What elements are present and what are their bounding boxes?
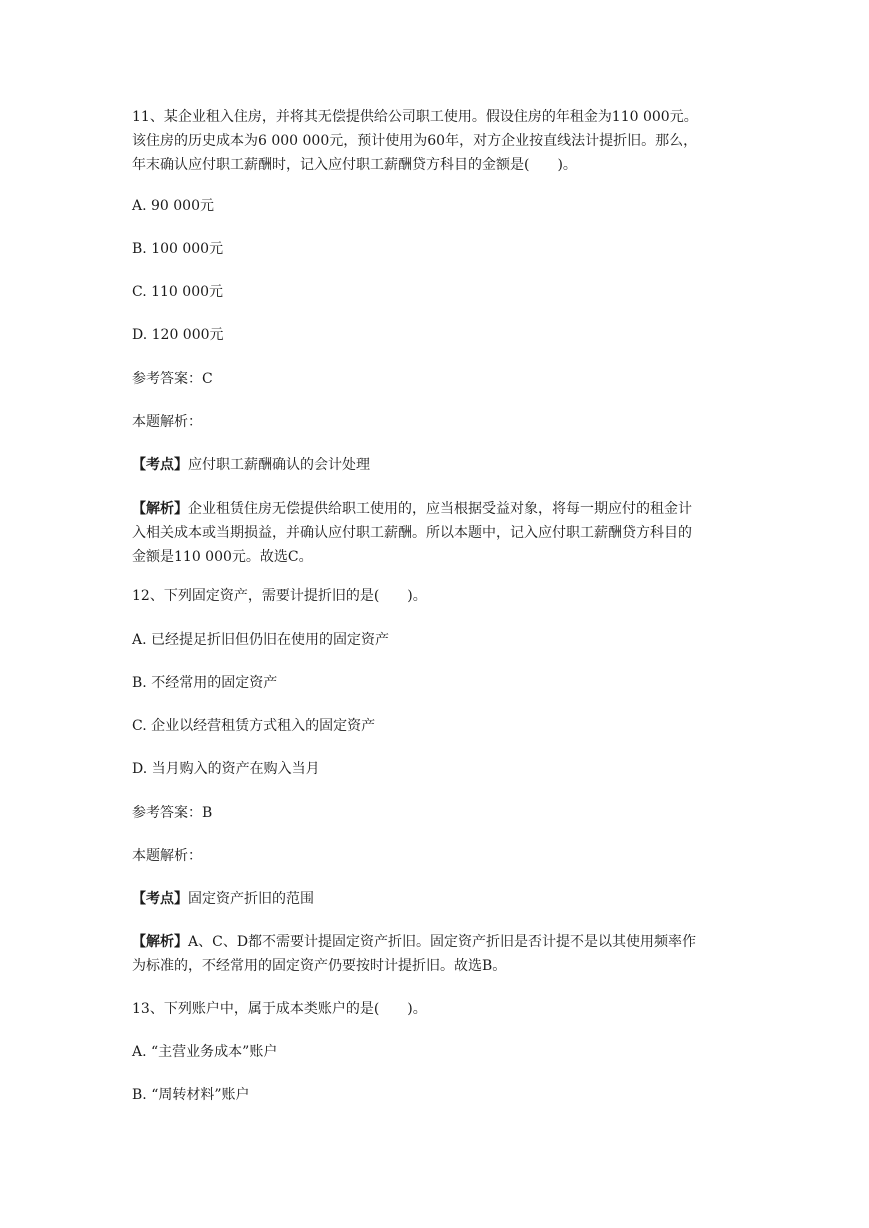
option-b: B. 100 000元 [132, 241, 224, 257]
question-13-stem: 13、下列账户中，属于成本类账户的是( )。 [132, 1001, 427, 1017]
kaodian-text: 应付职工薪酬确认的会计处理 [188, 457, 370, 473]
question-11-stem [132, 105, 742, 177]
option-a: A. 90 000元 [132, 198, 214, 214]
reference-answer: 参考答案：C [132, 371, 213, 387]
jiexi-tag: 【解析】 [132, 934, 188, 950]
analysis-heading: 本题解析： [132, 414, 202, 430]
kaodian [132, 453, 742, 477]
option-a: A. “主营业务成本”账户 [132, 1044, 278, 1060]
jiexi-line: A、C、D都不需要计提固定资产折旧。固定资产折旧是否计提不是以其使用频率作 [188, 934, 697, 950]
option-c: C. 企业以经营租赁方式租入的固定资产 [132, 718, 376, 734]
jiexi-line: 企业租赁住房无偿提供给职工使用的，应当根据受益对象，将每一期应付的租金计 [188, 501, 692, 517]
jiexi [132, 497, 742, 569]
jiexi-line: 金额是110 000元。故选C。 [132, 549, 313, 565]
option-c: C. 110 000元 [132, 284, 224, 300]
kaodian-text: 固定资产折旧的范围 [188, 891, 314, 907]
stem-line: 该住房的历史成本为6 000 000元，预计使用为60年，对方企业按直线法计提折旧。那么， [132, 133, 698, 149]
jiexi-tag: 【解析】 [132, 501, 188, 517]
analysis-heading: 本题解析： [132, 848, 202, 864]
option-d: D. 当月购入的资产在购入当月 [132, 761, 320, 777]
option-b: B. “周转材料”账户 [132, 1087, 250, 1103]
option-a: A. 已经提足折旧但仍旧在使用的固定资产 [132, 632, 390, 648]
kaodian [132, 887, 742, 911]
stem-line: 年末确认应付职工薪酬时，记入应付职工薪酬贷方科目的金额是( )。 [132, 157, 577, 173]
question-12-stem: 12、下列固定资产，需要计提折旧的是( )。 [132, 588, 427, 604]
option-d: D. 120 000元 [132, 327, 224, 343]
kaodian-tag: 【考点】 [132, 457, 188, 473]
kaodian-tag: 【考点】 [132, 891, 188, 907]
jiexi-line: 为标准的，不经常用的固定资产仍要按时计提折旧。故选B。 [132, 958, 507, 974]
option-b: B. 不经常用的固定资产 [132, 675, 278, 691]
jiexi [132, 930, 742, 978]
stem-line: 11、某企业租入住房，并将其无偿提供给公司职工使用。假设住房的年租金为110 000元。 [132, 109, 698, 125]
reference-answer: 参考答案：B [132, 805, 213, 821]
jiexi-line: 入相关成本或当期损益，并确认应付职工薪酬。所以本题中，记入应付职工薪酬贷方科目的 [132, 525, 692, 541]
